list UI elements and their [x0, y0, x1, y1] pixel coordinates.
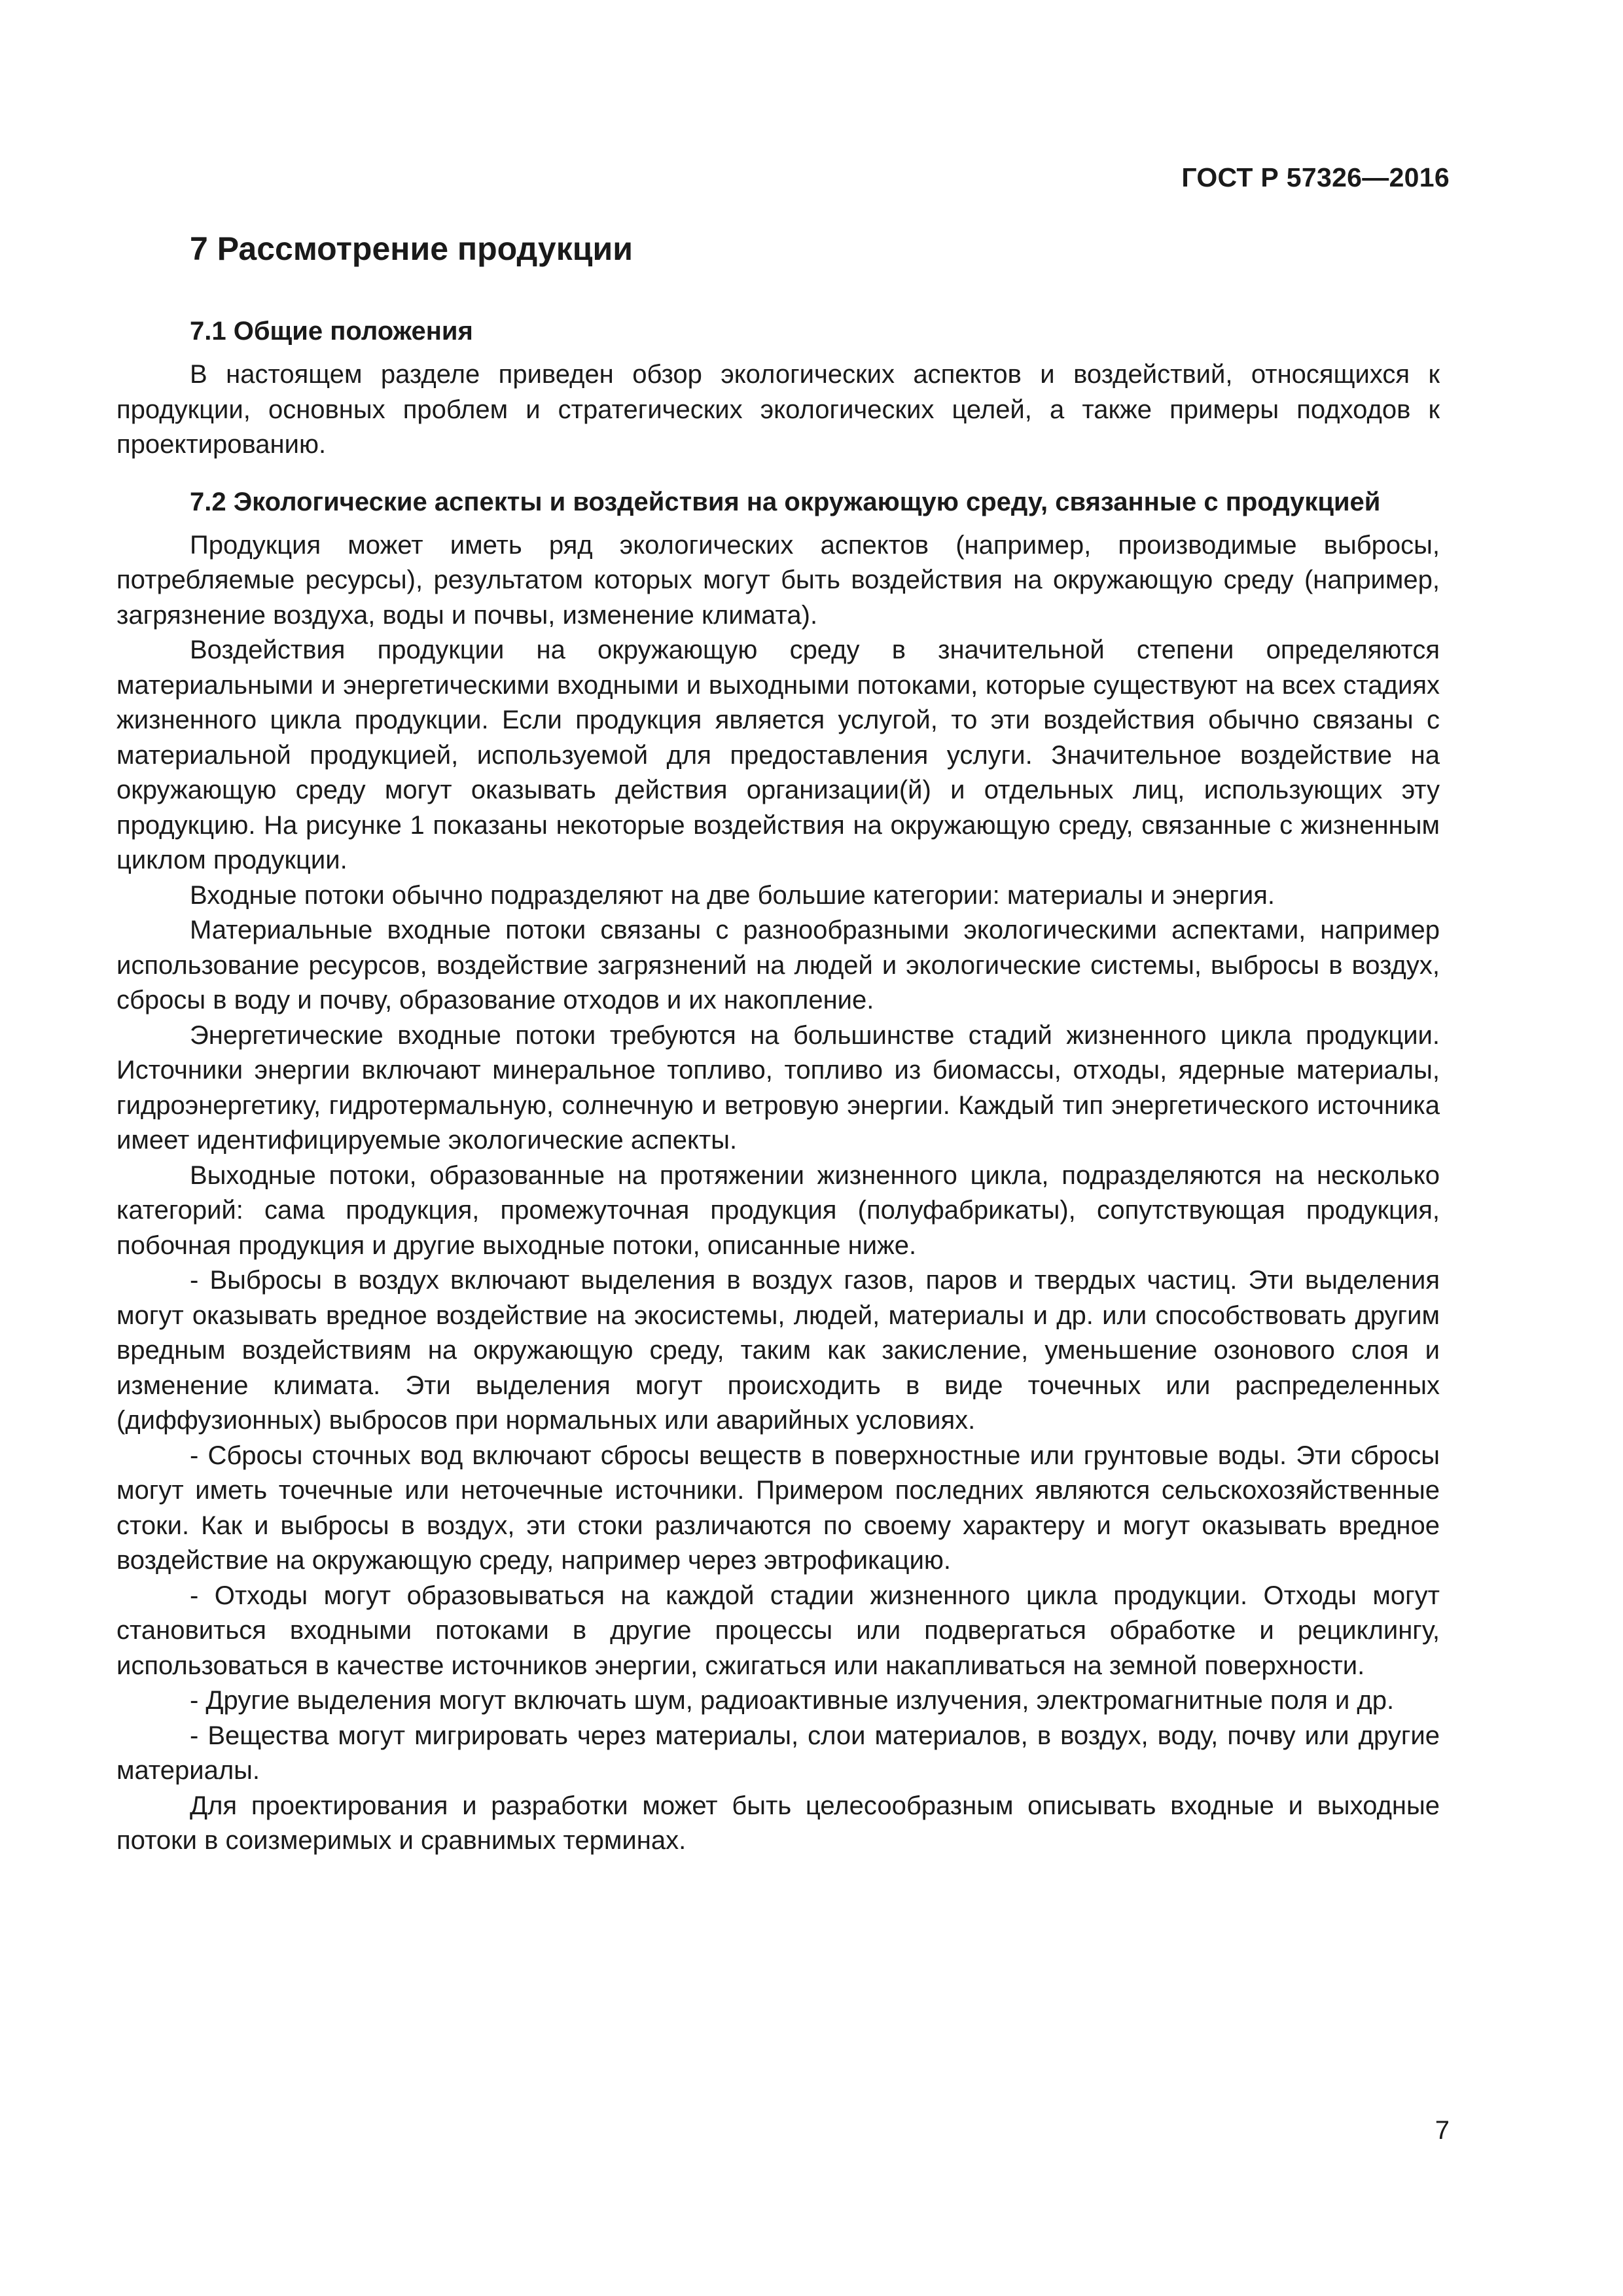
paragraph: Воздействия продукции на окружающую среду в значительной степени определяются материальными и энергетическими входными и выходными потоками, которые существуют на всех стадиях жизненного цикла продукции. Если продукция является услугой, то эти воздействия обычно связаны с материальной продукцией, используемой для предоставления услуги. Значительное воздействие на окружающую среду могут оказывать действия организации(й) и отдельных лиц, использующих эту продукцию. На рисунке 1 показаны некоторые воздействия на окружающую среду, связанные с жизненным циклом продукции. [116, 636, 1440, 874]
section-title: 7 Рассмотрение продукции [190, 230, 633, 267]
paragraph: В настоящем разделе приведен обзор экологических аспектов и воздействий, относящихся к продукции, основных проблем и стратегических экологических целей, а также примеры подходов к проектированию. [116, 360, 1440, 459]
paragraph: Продукция может иметь ряд экологических аспектов (например, производимые выбросы, потребляемые ресурсы), результатом которых могут быть воздействия на окружающую среду (например, загрязнение воздуха, воды и почвы, изменение климата). [116, 530, 1440, 630]
list-item-paragraph: - Отходы могут образовываться на каждой стадии жизненного цикла продукции. Отходы могут становиться входными потоками в другие процессы или подвергаться обработке и рециклингу, использоваться в качестве источников энергии, сжигаться или накапливаться на земной поверхности. [116, 1581, 1440, 1680]
page-content [116, 229, 1440, 1859]
list-item-paragraph: - Другие выделения могут включать шум, радиоактивные излучения, электромагнитные поля и др. [190, 1686, 1395, 1715]
document-id-header: ГОСТ Р 57326—2016 [1181, 162, 1450, 192]
paragraph: Входные потоки обычно подразделяют на две большие категории: материалы и энергия. [190, 880, 1275, 910]
list-item-paragraph: - Сбросы сточных вод включают сбросы веществ в поверхностные или грунтовые воды. Эти сбросы могут иметь точечные или неточечные источники. Примером последних являются сельскохозяйственные стоки. Как и выбросы в воздух, эти стоки различаются по своему характеру и могут оказывать вредное воздействие на окружающую среду, например через эвтрофикацию. [116, 1441, 1440, 1575]
page-number: 7 [1435, 2116, 1450, 2145]
paragraph: Для проектирования и разработки может быть целесообразным описывать входные и выходные потоки в соизмеримых и сравнимых терминах. [116, 1791, 1440, 1855]
paragraph: Выходные потоки, образованные на протяжении жизненного цикла, подразделяются на несколько категорий: сама продукция, промежуточная продукция (полуфабрикаты), сопутствующая продукция, побочная продукция и другие выходные потоки, описанные ниже. [116, 1160, 1440, 1260]
list-item-paragraph: - Вещества могут мигрировать через материалы, слои материалов, в воздух, воду, почву или другие материалы. [116, 1721, 1440, 1785]
list-item-paragraph: - Выбросы в воздух включают выделения в воздух газов, паров и твердых частиц. Эти выделения могут оказывать вредное воздействие на экосистемы, людей, материалы и др. или способствовать другим вредным воздействиям на окружающую среду, таким как закисление, уменьшение озонового слоя и изменение климата. Эти выделения могут происходить в виде точечных или распределенных (диффузионных) выбросов при нормальных или аварийных условиях. [116, 1266, 1440, 1435]
paragraph: Энергетические входные потоки требуются на большинстве стадий жизненного цикла продукции. Источники энергии включают минеральное топливо, топливо из биомассы, отходы, ядерные материалы, гидроэнергетику, гидротермальную, солнечную и ветровую энергии. Каждый тип энергетического источника имеет идентифицируемые экологические аспекты. [116, 1020, 1440, 1155]
subsection-title-7-2: 7.2 Экологические аспекты и воздействия на окружающую среду, связанные с продукцией [190, 487, 1381, 516]
subsection-title-7-1: 7.1 Общие положения [190, 317, 473, 346]
paragraph: Материальные входные потоки связаны с разнообразными экологическими аспектами, например использование ресурсов, воздействие загрязнений на людей и экологические системы, выбросы в воздух, сбросы в воду и почву, образование отходов и их накопление. [116, 916, 1440, 1014]
